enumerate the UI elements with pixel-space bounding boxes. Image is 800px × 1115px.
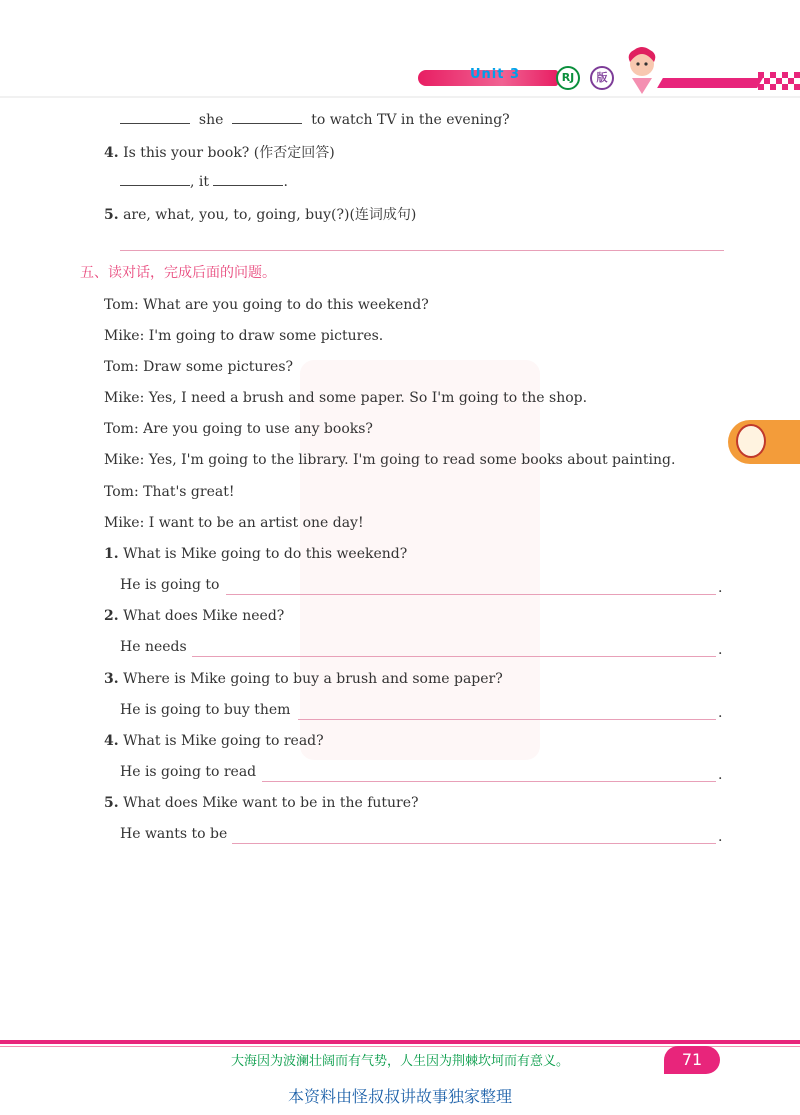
fox-mascot-icon [736, 424, 766, 458]
answer-line[interactable] [298, 719, 716, 720]
answer-line[interactable] [192, 656, 716, 657]
question-number: 5. [104, 795, 119, 811]
edition-badge: 版 [590, 66, 614, 90]
q4-mid: , it [190, 174, 210, 190]
dialogue-line: Mike: Yes, I'm going to the library. I'm going to read some books about painting. [104, 452, 676, 468]
comprehension-question [104, 671, 503, 687]
header-divider [0, 96, 800, 98]
dialogue-line: Tom: What are you going to do this weekend? [104, 297, 429, 313]
question-number: 3. [104, 671, 119, 687]
period: . [718, 829, 723, 845]
question-number: 4. [104, 145, 119, 161]
period: . [718, 767, 723, 783]
footer-band [0, 1040, 800, 1044]
question-text: are, what, you, to, going, buy(?)(连词成句) [123, 207, 417, 223]
blank-field[interactable] [120, 173, 190, 186]
girl-mascot-icon [614, 44, 670, 96]
answer-line[interactable] [226, 594, 716, 595]
q3-word: she [198, 112, 224, 128]
question-4 [104, 142, 335, 162]
dialogue-line: Mike: I'm going to draw some pictures. [104, 328, 384, 344]
decor-stripe [657, 78, 763, 88]
answer-stem: He needs [120, 639, 187, 655]
answer-stem: He wants to be [120, 826, 228, 842]
dialogue-line: Tom: Draw some pictures? [104, 359, 294, 375]
answer-line[interactable] [262, 781, 716, 782]
question-number: 1. [104, 546, 119, 562]
period: . [718, 580, 723, 596]
answer-stem: He is going to read [120, 764, 257, 780]
blank-field[interactable] [232, 111, 302, 124]
q3-answer-line [120, 111, 510, 128]
question-5 [104, 204, 416, 224]
blank-field[interactable] [213, 173, 283, 186]
period: . [718, 705, 723, 721]
question-text: Is this your book? (作否定回答) [123, 145, 335, 161]
question-number: 4. [104, 733, 119, 749]
credit-line: 本资料由怪叔叔讲故事独家整理 [287, 1087, 512, 1106]
blank-field[interactable] [120, 111, 190, 124]
comprehension-question [104, 608, 284, 624]
section-heading: 五、读对话，完成后面的问题。 [80, 265, 276, 281]
dialogue-line: Tom: Are you going to use any books? [104, 421, 373, 437]
footer-quote: 大海因为波澜壮阔而有气势，人生因为荆棘坎坷而有意义。 [230, 1054, 569, 1069]
question-number: 2. [104, 608, 119, 624]
question-text: What does Mike need? [123, 608, 285, 624]
unit-label: Unit 3 [470, 67, 521, 82]
comprehension-question [104, 546, 407, 562]
comprehension-question [104, 795, 419, 811]
question-text: What is Mike going to do this weekend? [123, 546, 408, 562]
question-number: 5. [104, 207, 119, 223]
rj-badge: RJ [556, 66, 580, 90]
dialogue-line: Tom: That's great! [104, 484, 235, 500]
q4-answer-line [120, 173, 288, 190]
question-text: What is Mike going to read? [123, 733, 324, 749]
q4-end: . [283, 174, 288, 190]
question-text: What does Mike want to be in the future? [123, 795, 419, 811]
comprehension-question [104, 733, 324, 749]
dialogue-line: Mike: Yes, I need a brush and some paper. So I'm going to the shop. [104, 390, 588, 406]
checker-decor [752, 72, 800, 90]
dialogue-line: Mike: I want to be an artist one day! [104, 515, 364, 531]
answer-stem: He is going to [120, 577, 220, 593]
answer-line[interactable] [232, 843, 716, 844]
q3-rest: to watch TV in the evening? [311, 112, 510, 128]
question-text: Where is Mike going to buy a brush and some paper? [123, 671, 503, 687]
page-number: 71 [664, 1046, 720, 1074]
answer-stem: He is going to buy them [120, 702, 291, 718]
answer-line[interactable] [120, 250, 724, 251]
period: . [718, 642, 723, 658]
